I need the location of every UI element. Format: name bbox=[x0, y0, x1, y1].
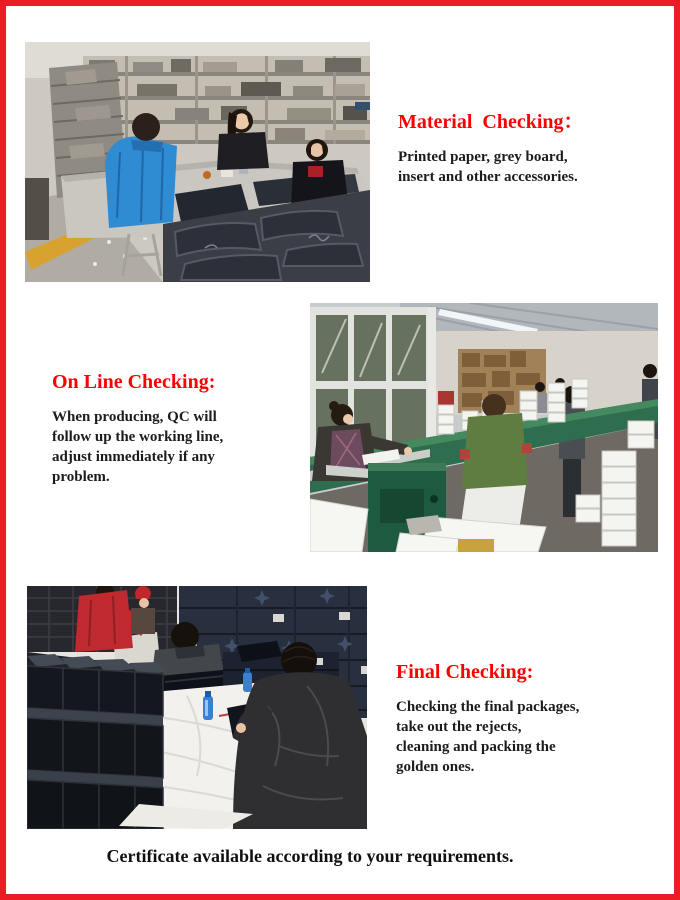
foreground-black-box-stacks bbox=[27, 652, 167, 829]
dark-crate bbox=[25, 178, 49, 240]
online-checking-heading: On Line Checking: bbox=[52, 371, 216, 393]
material-checking-heading: Material Checking： bbox=[398, 111, 584, 133]
online-checking-photo-illustration bbox=[310, 303, 658, 552]
shelf-unit bbox=[83, 56, 370, 144]
final-checking-heading: Final Checking: bbox=[396, 661, 534, 683]
material-checking-text bbox=[398, 110, 660, 187]
online-checking-body bbox=[52, 407, 324, 487]
body-line: Printed paper, grey board, bbox=[398, 149, 568, 165]
material-checking-photo-illustration bbox=[25, 42, 370, 282]
final-checking-photo bbox=[27, 586, 367, 829]
body-line: insert and other accessories. bbox=[398, 169, 578, 185]
material-checking-body bbox=[398, 147, 660, 187]
final-checking-body bbox=[396, 697, 664, 777]
body-line: take out the rejects, bbox=[396, 719, 522, 735]
body-line: cleaning and packing the bbox=[396, 739, 556, 755]
body-line: golden ones. bbox=[396, 759, 475, 775]
red-machine bbox=[438, 391, 454, 405]
body-line: Checking the final packages, bbox=[396, 699, 580, 715]
body-line: follow up the working line, bbox=[52, 429, 224, 445]
online-checking-photo bbox=[310, 303, 658, 552]
certificate-note: Certificate available according to your requirements. bbox=[106, 846, 514, 866]
material-checking-photo bbox=[25, 42, 370, 282]
online-checking-text bbox=[52, 370, 324, 487]
body-line: adjust immediately if any bbox=[52, 449, 215, 465]
final-checking-photo-illustration bbox=[27, 586, 367, 829]
body-line: When producing, QC will bbox=[52, 409, 217, 425]
body-line: problem. bbox=[52, 469, 110, 485]
yellow-crate bbox=[458, 539, 494, 552]
final-checking-text bbox=[396, 660, 664, 777]
